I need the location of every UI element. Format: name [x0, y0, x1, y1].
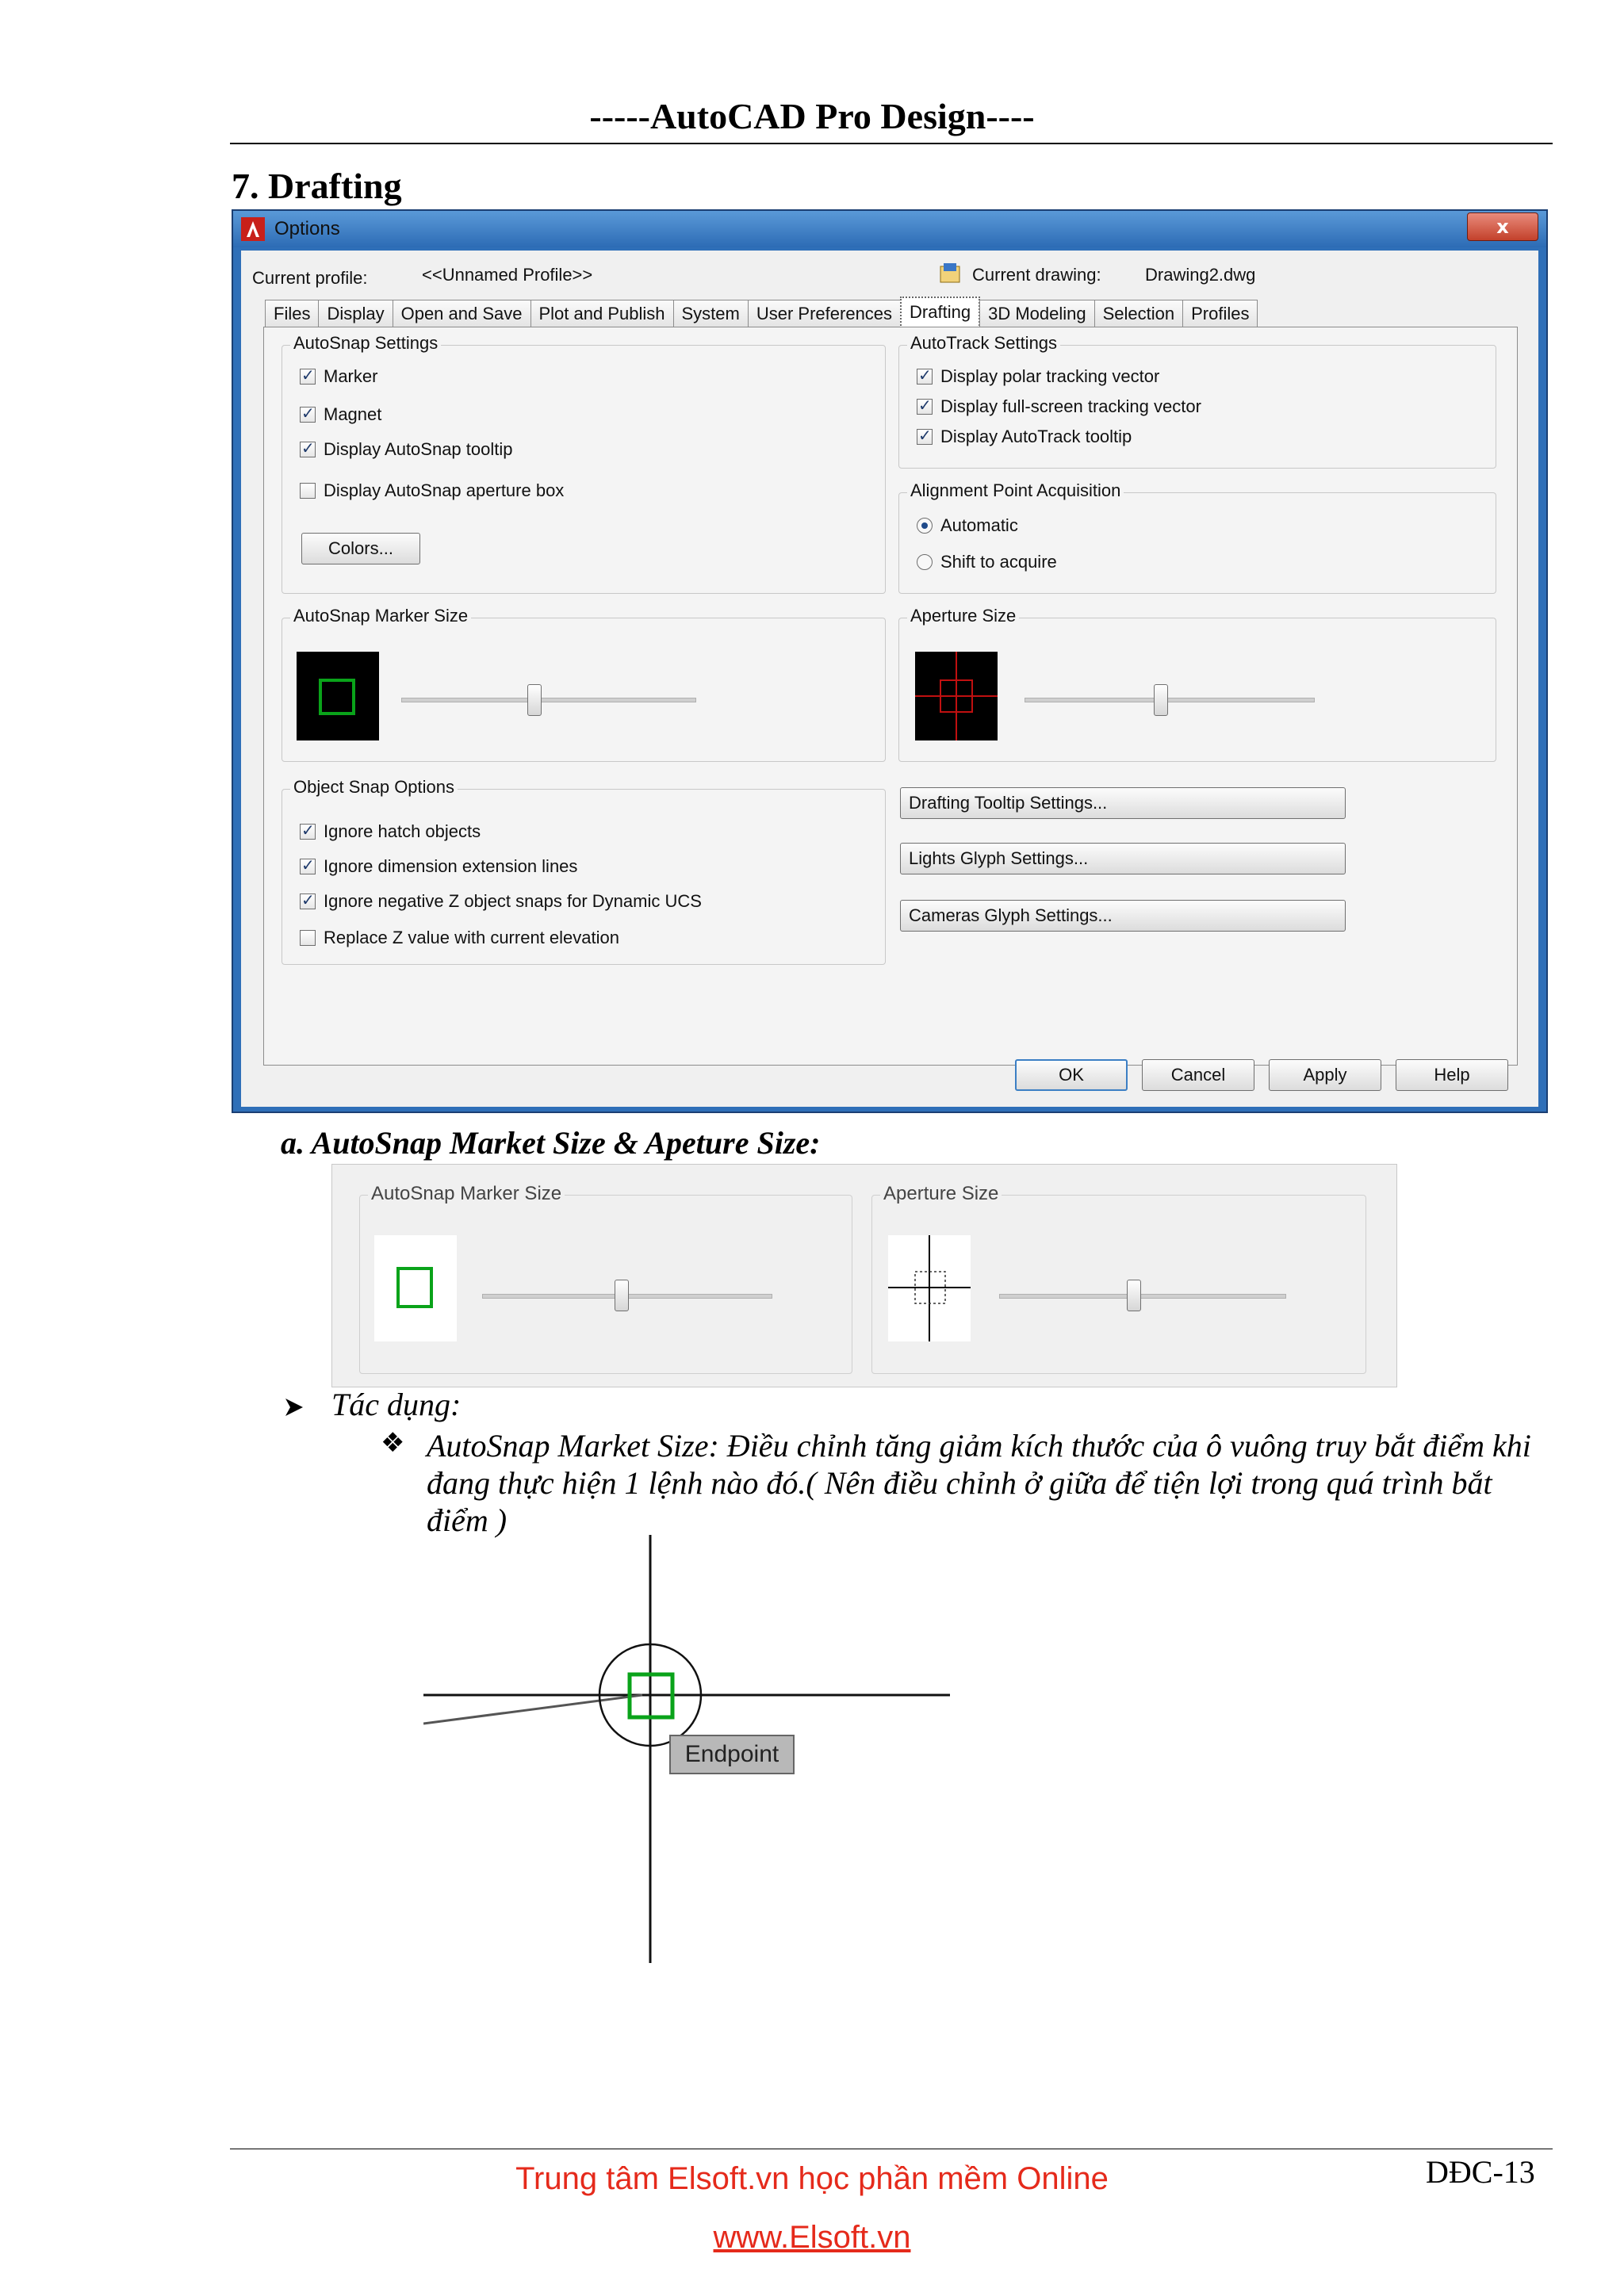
full-screen-tracking-option[interactable] [917, 396, 1201, 417]
ignore-negative-z-checkbox[interactable] [300, 894, 316, 909]
marker-option[interactable] [300, 366, 377, 387]
current-drawing-label: Current drawing: [972, 265, 1101, 285]
footer-link-wrap [0, 2220, 1624, 2256]
tab-display[interactable]: Display [318, 300, 393, 327]
magnet-option[interactable] [300, 404, 381, 425]
current-profile-value: <<Unnamed Profile>> [422, 265, 593, 285]
autosnap-tooltip-option[interactable] [300, 439, 513, 460]
tab-plot-and-publish[interactable]: Plot and Publish [530, 300, 674, 327]
dialog-titlebar [233, 211, 1546, 247]
alignment-group [898, 480, 1496, 594]
shift-to-acquire-label: Shift to acquire [940, 552, 1057, 572]
ignore-hatch-option[interactable] [300, 821, 481, 842]
shift-to-acquire-option[interactable] [917, 552, 1057, 572]
tab-profiles[interactable]: Profiles [1182, 300, 1258, 327]
document-header: -----AutoCAD Pro Design---- [589, 96, 1035, 136]
page-number: DĐC-13 [1426, 2154, 1535, 2190]
marker-label: Marker [324, 366, 378, 386]
drafting-tooltip-settings-button[interactable]: Drafting Tooltip Settings... [900, 787, 1346, 819]
tab-strip [265, 297, 1257, 327]
endpoint-tooltip: Endpoint [669, 1735, 795, 1774]
ignore-hatch-label: Ignore hatch objects [324, 821, 481, 841]
polar-tracking-option[interactable] [917, 366, 1159, 387]
replace-z-checkbox[interactable] [300, 930, 316, 946]
alignment-legend: Alignment Point Acquisition [907, 480, 1124, 501]
apply-button[interactable]: Apply [1269, 1059, 1381, 1091]
polar-tracking-checkbox[interactable] [917, 369, 933, 385]
tab-selection[interactable]: Selection [1094, 300, 1184, 327]
autosnap-tooltip-label: Display AutoSnap tooltip [324, 439, 513, 459]
strip-aperture-preview [888, 1235, 971, 1341]
autocad-app-icon [241, 217, 265, 241]
arrow-bullet-icon [282, 1395, 306, 1419]
current-profile-label: Current profile: [252, 268, 368, 288]
footer-link[interactable]: www.Elsoft.vn [713, 2220, 911, 2255]
diamond-bullet-icon: ❖ [381, 1427, 405, 1459]
ignore-dimension-label: Ignore dimension extension lines [324, 856, 578, 876]
autotrack-settings-legend: AutoTrack Settings [907, 333, 1060, 354]
lights-glyph-settings-button[interactable]: Lights Glyph Settings... [900, 843, 1346, 874]
aperture-size-group [898, 606, 1496, 762]
strip-aperture-legend: Aperture Size [880, 1183, 1002, 1205]
options-dialog [232, 209, 1548, 1113]
strip-marker-slider-thumb[interactable] [615, 1280, 629, 1311]
footer-center-text: Trung tâm Elsoft.vn học phần mềm Online [515, 2161, 1109, 2196]
aperture-preview [915, 652, 998, 740]
shift-to-acquire-radio[interactable] [917, 554, 933, 570]
tab-drafting[interactable]: Drafting [900, 297, 980, 328]
tab-files[interactable]: Files [265, 300, 319, 327]
section-title: 7. Drafting [232, 166, 402, 206]
aperture-box-label: Display AutoSnap aperture box [324, 480, 565, 500]
cancel-button[interactable]: Cancel [1142, 1059, 1254, 1091]
tab-user-preferences[interactable]: User Preferences [748, 300, 901, 327]
header-rule [230, 143, 1553, 144]
effects-paragraph: AutoSnap Market Size: Điều chỉnh tăng giảm kích thước của ô vuông truy bắt điểm khi đang thực hiện 1 lệnh nào đó.( Nên điều chỉnh ở giữa để tiện lợi trong quá trình bắt điểm ) [427, 1428, 1531, 1538]
ignore-negative-z-label: Ignore negative Z object snaps for Dynamic UCS [324, 891, 702, 911]
replace-z-option[interactable] [300, 928, 619, 948]
strip-marker-group [359, 1183, 852, 1374]
subsection-heading: a. AutoSnap Market Size & Apeture Size: [281, 1125, 821, 1161]
current-drawing-value: Drawing2.dwg [1145, 265, 1256, 285]
size-strip [331, 1164, 1397, 1387]
autotrack-settings-group [898, 333, 1496, 469]
drawing-icon [939, 262, 963, 285]
autotrack-tooltip-label: Display AutoTrack tooltip [940, 427, 1132, 446]
tab-open-and-save[interactable]: Open and Save [393, 300, 531, 327]
colors-button[interactable]: Colors... [301, 533, 420, 564]
full-screen-tracking-label: Display full-screen tracking vector [940, 396, 1201, 416]
automatic-radio[interactable] [917, 518, 933, 534]
tab-system[interactable]: System [673, 300, 749, 327]
ignore-negative-z-option[interactable] [300, 891, 702, 912]
effects-label: Tác dụng: [331, 1387, 462, 1422]
automatic-option[interactable] [917, 515, 1018, 536]
marker-size-group [282, 606, 886, 762]
polar-tracking-label: Display polar tracking vector [940, 366, 1160, 386]
aperture-box-option[interactable] [300, 480, 564, 501]
marker-preview [297, 652, 379, 740]
cameras-glyph-settings-button[interactable]: Cameras Glyph Settings... [900, 900, 1346, 932]
autosnap-tooltip-checkbox[interactable] [300, 442, 316, 457]
dialog-title: Options [274, 218, 340, 239]
ok-button[interactable]: OK [1015, 1059, 1128, 1091]
strip-marker-preview [374, 1235, 457, 1341]
dialog-client [241, 251, 1538, 1107]
help-button[interactable]: Help [1396, 1059, 1508, 1091]
magnet-label: Magnet [324, 404, 382, 424]
marker-size-slider-thumb[interactable] [527, 684, 542, 716]
marker-checkbox[interactable] [300, 369, 316, 385]
aperture-size-slider-thumb[interactable] [1154, 684, 1168, 716]
aperture-box-checkbox[interactable] [300, 483, 316, 499]
autosnap-settings-legend: AutoSnap Settings [290, 333, 441, 354]
ignore-dimension-option[interactable] [300, 856, 577, 877]
strip-aperture-slider-track [999, 1294, 1286, 1299]
strip-aperture-group [871, 1183, 1366, 1374]
full-screen-tracking-checkbox[interactable] [917, 399, 933, 415]
aperture-size-legend: Aperture Size [907, 606, 1019, 626]
marker-size-slider-track [401, 698, 696, 702]
tab-3d-modeling[interactable]: 3D Modeling [979, 300, 1095, 327]
autotrack-tooltip-checkbox[interactable] [917, 429, 933, 445]
strip-marker-legend: AutoSnap Marker Size [368, 1183, 565, 1205]
close-button[interactable]: x [1467, 212, 1538, 241]
automatic-label: Automatic [940, 515, 1018, 535]
aperture-size-slider-track [1025, 698, 1315, 702]
autotrack-tooltip-option[interactable] [917, 427, 1132, 447]
strip-aperture-slider-thumb[interactable] [1127, 1280, 1141, 1311]
autosnap-settings-group [282, 333, 886, 594]
magnet-checkbox[interactable] [300, 407, 316, 423]
object-snap-group [282, 777, 886, 965]
replace-z-label: Replace Z value with current elevation [324, 928, 619, 947]
marker-size-legend: AutoSnap Marker Size [290, 606, 471, 626]
ignore-dimension-checkbox[interactable] [300, 859, 316, 874]
object-snap-legend: Object Snap Options [290, 777, 458, 798]
drafting-panel [263, 327, 1518, 1066]
ignore-hatch-checkbox[interactable] [300, 824, 316, 840]
